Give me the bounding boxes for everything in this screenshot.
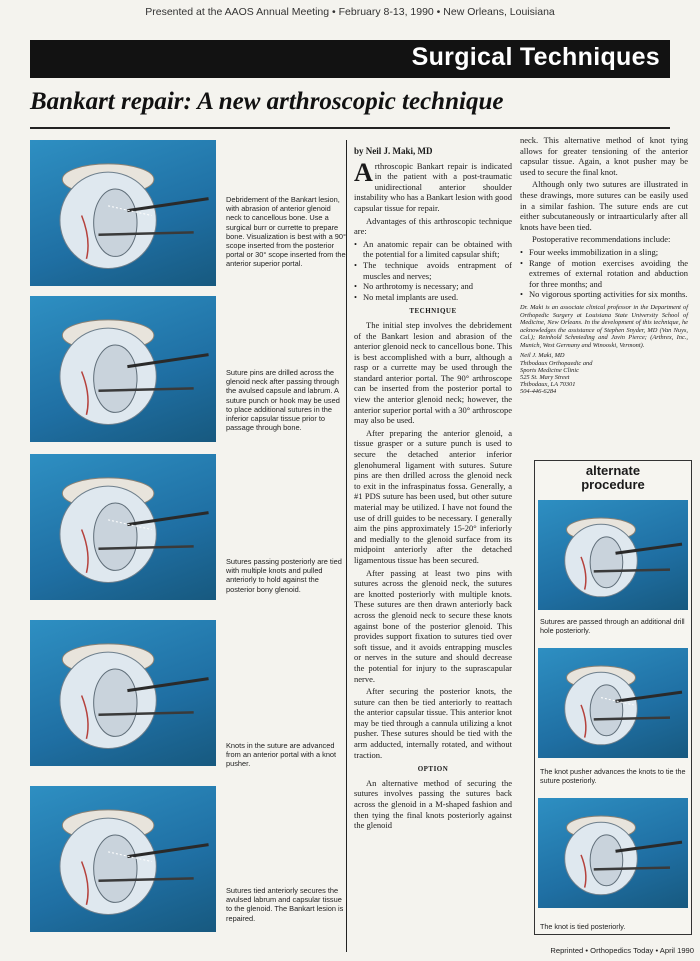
shoulder-joint-drawing — [30, 140, 216, 286]
column-divider — [346, 140, 347, 952]
article-column-right — [520, 135, 688, 396]
technique-paragraph-3: After passing at least two pins with sutures across the glenoid neck, the sutures are knotted posteriorly with multiple knots. These sutures are then drawn anteriorly back across the glenoid neck to secure these knots against bone of the posterior glenoid. This provides support fixation to sutures tied over soft tissue, and it avoids entrapping muscles or nerves in the suture and should decrease the potential for injury to the suprascapular nerve. — [354, 567, 512, 684]
figure-3-illustration — [30, 454, 216, 600]
section-banner — [30, 40, 670, 78]
figure-4-illustration — [30, 620, 216, 766]
list-item: • The technique avoids entrapment of muscles and nerves; — [354, 260, 512, 281]
glenoid-shape — [590, 835, 623, 886]
alternate-figure-3 — [538, 798, 688, 908]
address-line: Sports Medicine Clinic — [520, 366, 579, 374]
author-bio: Dr. Maki is an associate clinical professor in the Department of Orthopedic Surgery at Louisiana State University School of Medicine, New Orleans. In the development of this technique, he acknowledges the assistance of Stephen Snyder, MD (Van Nuys, Cal.); Reinhold Schmieding and Javin Pierce; (Arthrex, Inc., Munich, West Germany and Winooski, Vermont). — [520, 303, 688, 349]
alternate-caption-2: The knot pusher advances the knots to tie the suture posteriorly. — [540, 767, 686, 785]
shoulder-joint-drawing — [30, 454, 216, 600]
shoulder-joint-drawing — [30, 786, 216, 932]
glenoid-shape — [590, 537, 623, 588]
author-address — [520, 352, 688, 395]
meeting-line: Presented at the AAOS Annual Meeting • February 8-13, 1990 • New Orleans, Louisiana — [145, 6, 555, 18]
alternate-procedure-heading — [534, 460, 692, 498]
figure-3-caption: Sutures passing posteriorly are tied with multiple knots and pulled anteriorly to hold against the posterior bony glenoid. — [226, 557, 342, 594]
list-item: • No vigorous sporting activities for six months. — [520, 289, 688, 300]
address-line: 504-446-6284 — [520, 388, 557, 396]
list-item: • An anatomic repair can be obtained with the potential for a limited capsular shift; — [354, 239, 512, 260]
list-item: • No arthrotomy is necessary; and — [354, 281, 512, 292]
glenoid-shape — [94, 189, 137, 256]
shoulder-joint-drawing — [538, 500, 688, 610]
title-rule — [30, 127, 670, 129]
glenoid-shape — [590, 685, 623, 736]
postop-list — [520, 247, 688, 300]
option-paragraph: An alternative method of securing the sutures involves passing the sutures back across the glenoid in a M-shaped fashion and then tying the final knots posteriorly against the glenoid — [354, 777, 512, 831]
technique-heading: TECHNIQUE — [409, 307, 457, 316]
continued-paragraph: neck. This alternative method of knot tying allows for greater tensioning of the anterior capsular tissue. Again, a knot pusher may be used to secure the final knot. — [520, 135, 688, 177]
glenoid-shape — [94, 503, 137, 570]
shoulder-joint-drawing — [538, 798, 688, 908]
article-column-main — [354, 146, 512, 833]
alternate-figure-1 — [538, 500, 688, 610]
byline: by Neil J. Maki, MD — [354, 146, 433, 156]
alternate-caption-1: Sutures are passed through an additional drill hole posteriorly. — [540, 617, 685, 635]
glenoid-shape — [94, 835, 137, 902]
footer-credit: Reprinted • Orthopedics Today • April 1990 — [550, 946, 694, 955]
address-line: Thibodaux, LA 70301 — [520, 381, 576, 389]
figure-1-caption: Debridement of the Bankart lesion, with abrasion of anterior glenoid neck to cancellous bone. Use a surgical burr or currette to prepare bone. Visualization is best with a 90° scope inserted from the posterior portal or 30° scope inserted from the anterior superior portal. — [226, 195, 346, 269]
intro-paragraph: rthroscopic Bankart repair is indicated in the patient with a post-traumatic unidirectional anterior shoulder instability who has a Bankart lesion with good capsular tissue for repair. — [354, 160, 512, 213]
figure-5-caption: Sutures tied anteriorly secures the avulsed labrum and capsular tissue to the glenoid. The Bankart lesion is repaired. — [226, 886, 344, 923]
technique-paragraph-4: After securing the posterior knots, the suture can then be tied anteriorly to reattach the anterior capsular tissue. This anterior knot may be tied through a cannula utilizing a knot pusher. These sutures should be tied with the arm adducted, internally rotated, and without traction. — [354, 686, 512, 760]
heading-line: procedure — [581, 477, 645, 492]
article-title: Bankart repair: A new arthroscopic technique — [30, 88, 504, 115]
postop-intro: Postoperative recommendations include: — [532, 234, 671, 245]
glenoid-shape — [94, 669, 137, 736]
list-item: • Four weeks immobilization in a sling; — [520, 247, 688, 258]
figure-2-illustration — [30, 296, 216, 442]
section-title: Surgical Techniques — [411, 43, 660, 71]
heading-line: alternate — [585, 463, 641, 478]
address-line: 525 St. Mary Street — [520, 374, 570, 382]
address-line: Thibodaux Orthopaedic and — [520, 359, 593, 367]
drop-cap: A — [354, 157, 373, 187]
figure-4-caption: Knots in the suture are advanced from an anterior portal with a knot pusher. — [226, 741, 337, 769]
option-heading: OPTION — [417, 765, 449, 774]
figure-2-caption: Suture pins are drilled across the glenoid neck after passing through the avulsed capsule and labrum. A suture punch or hook may be used to place additional sutures in the inferior capsular tissue prior to passage through bone. — [226, 368, 340, 433]
advantages-intro: Advantages of this arthroscopic technique are: — [354, 215, 512, 237]
sutures-paragraph: Although only two sutures are illustrated in these drawings, more sutures can be easily used in a similar fashion. The suture ends are cut either subcutaneously or intraarticularly after all knots have been tied. — [520, 179, 688, 232]
alternate-caption-3: The knot is tied posteriorly. — [540, 922, 626, 931]
advantages-list — [354, 239, 512, 303]
glenoid-shape — [94, 345, 137, 412]
figure-1-illustration — [30, 140, 216, 286]
technique-paragraph-2: After preparing the anterior glenoid, a tissue grasper or a suture punch is used to secure the detached anterior inferior glenohumeral ligament with sutures. Suture pins are then drilled across the glenoid neck to exit in the infraspinatus fossa. Generally, a #1 PDS suture has been used, but other suture material may be utilized. I have not found the use of drill guides to be necessary. I generally aim the pins approximately 15-20° inferiorly and medially to the glenoid surface from its midpoint anteriorly after the detached ligamentous tissue has been secured. — [354, 427, 512, 565]
list-item: • No metal implants are used. — [354, 292, 512, 303]
list-item: • Range of motion exercises avoiding the extremes of external rotation and abduction for three months; and — [520, 258, 688, 290]
shoulder-joint-drawing — [30, 296, 216, 442]
address-line: Neil J. Maki, MD — [520, 352, 565, 360]
alternate-figure-2 — [538, 648, 688, 758]
shoulder-joint-drawing — [30, 620, 216, 766]
technique-paragraph-1: The initial step involves the debridement of the Bankart lesion and abrasion of the anterior glenoid neck to cancellous bone. This is best accomplished with a burr, although a rasp or a currette may be used through the standard anterior portal. The 90° arthroscope can be inserted from the posterior portal to view the anterior glenoid neck; however, the anterior superior portal with a 30° arthroscope may also be used. — [354, 319, 512, 426]
shoulder-joint-drawing — [538, 648, 688, 758]
figure-5-illustration — [30, 786, 216, 932]
